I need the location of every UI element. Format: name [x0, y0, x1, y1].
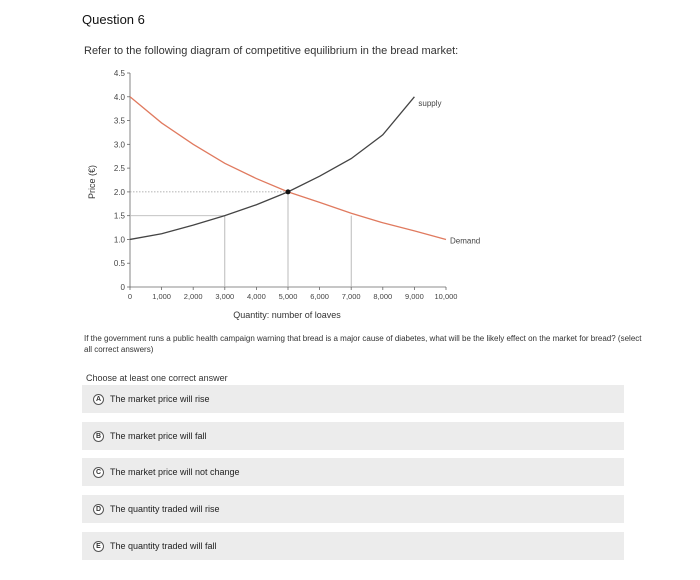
x-tick-label: 0	[127, 292, 133, 301]
y-axis-label: Price (€)	[87, 164, 97, 200]
x-tick-label: 2,000	[183, 292, 203, 301]
option-label: The quantity traded will rise	[110, 504, 220, 514]
option-c[interactable]	[82, 458, 624, 486]
y-tick-label: 1.5	[113, 211, 125, 221]
x-tick-label: 8,000	[373, 292, 393, 301]
x-tick-label: 1,000	[152, 292, 171, 301]
y-tick-label: 3.5	[113, 116, 125, 126]
x-tick-label: 6,000	[310, 292, 329, 301]
equilibrium-point	[286, 189, 291, 194]
option-label: The market price will fall	[110, 431, 207, 441]
option-d[interactable]	[82, 495, 624, 523]
y-tick-label: 0.5	[113, 259, 125, 269]
x-tick-label: 5,000	[278, 292, 298, 301]
question-body: If the government runs a public health campaign warning that bread is a major cause of diabetes, what will be the likely effect on the market for bread? (select all correct answers)	[84, 334, 642, 354]
chart-series	[130, 97, 480, 246]
x-tick-label: 7,000	[341, 292, 361, 301]
option-letter-badge: A	[93, 394, 104, 405]
series-label: Demand	[450, 236, 481, 246]
x-tick-label: 9,000	[405, 292, 424, 301]
y-tick-label: 0	[120, 283, 125, 292]
chart-guide-lines	[130, 192, 351, 287]
series-label: supply	[418, 98, 442, 108]
question-intro: Refer to the following diagram of competitive equilibrium in the bread market:	[84, 45, 459, 57]
series-line-supply	[130, 97, 414, 240]
option-letter-badge: B	[93, 431, 104, 442]
option-letter-badge: E	[93, 541, 104, 552]
option-letter-badge: D	[93, 504, 104, 515]
y-tick-label: 1.0	[113, 235, 125, 245]
option-label: The market price will rise	[110, 394, 210, 404]
option-label: The quantity traded will fall	[110, 541, 217, 551]
option-b[interactable]	[82, 422, 624, 450]
y-tick-label: 4.5	[113, 69, 125, 78]
x-tick-label: 4,000	[247, 292, 266, 301]
x-tick-label: 10,000	[434, 292, 458, 301]
option-a[interactable]	[82, 385, 624, 413]
option-letter-badge: C	[93, 467, 104, 478]
x-tick-label: 3,000	[215, 292, 235, 301]
y-tick-label: 2.5	[113, 164, 125, 174]
question-title: Question 6	[82, 12, 145, 27]
x-axis-label: Quantity: number of loaves	[233, 310, 341, 320]
chart-ticks	[114, 69, 458, 301]
y-tick-label: 2.0	[113, 187, 125, 197]
choose-label: Choose at least one correct answer	[86, 373, 228, 383]
option-label: The market price will not change	[110, 467, 240, 477]
y-tick-label: 3.0	[113, 140, 125, 150]
y-tick-label: 4.0	[113, 92, 125, 102]
option-e[interactable]	[82, 532, 624, 560]
